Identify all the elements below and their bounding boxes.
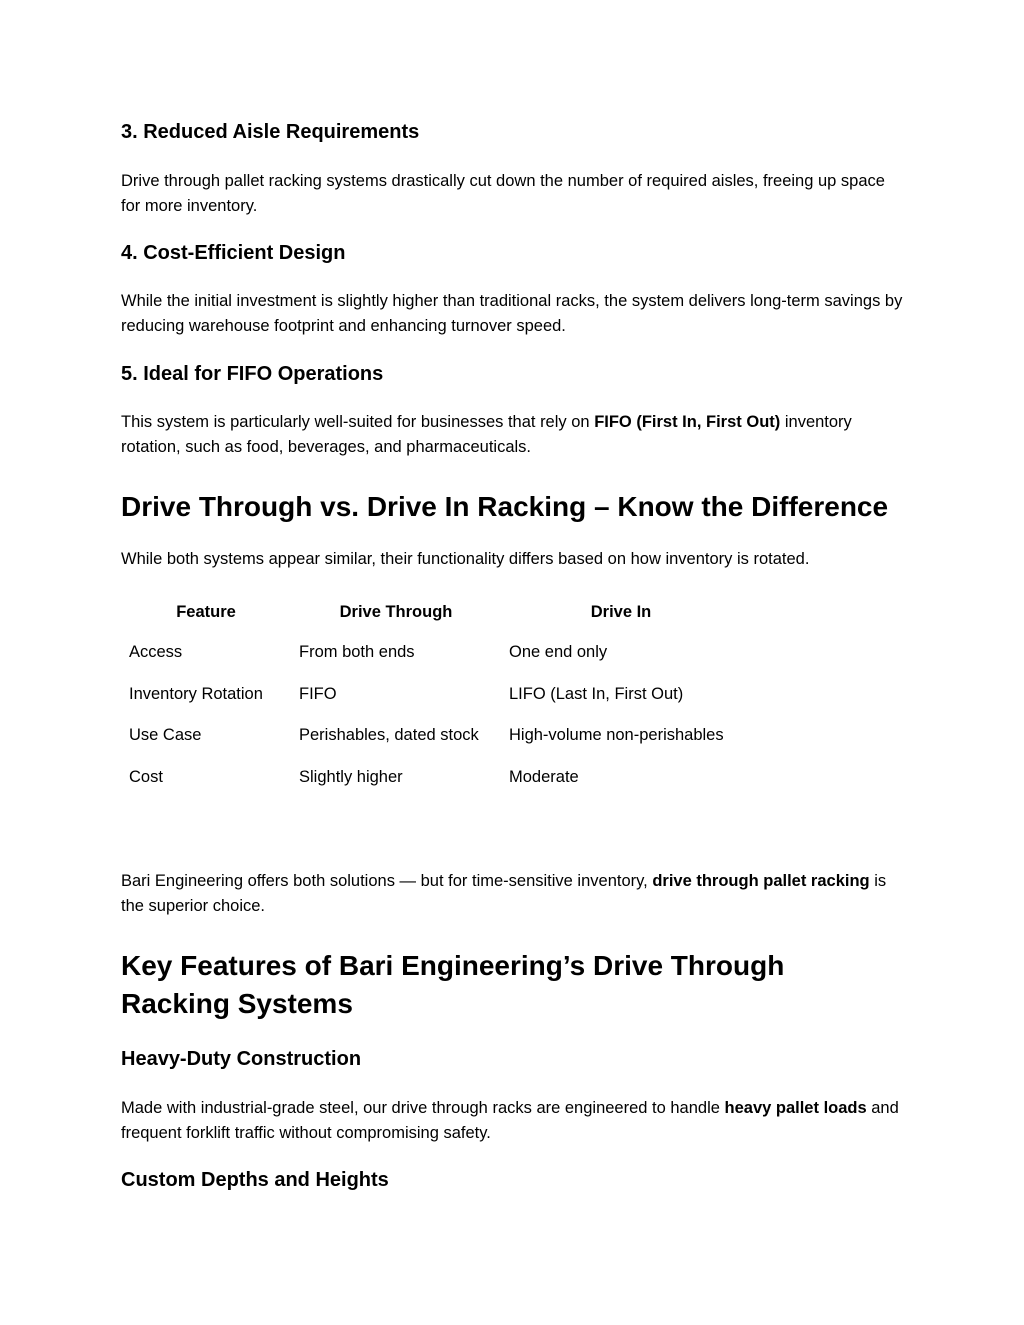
table-cell: Slightly higher — [299, 767, 403, 786]
heading-fifo: 5. Ideal for FIFO Operations — [121, 363, 384, 385]
heading-drive-through-vs-drive-in: Drive Through vs. Drive In Racking – Know the Difference — [121, 491, 889, 522]
paragraph-bari-text-c: is the superior choice. — [121, 872, 887, 915]
heading-cost-efficient: 4. Cost-Efficient Design — [121, 242, 346, 264]
table-cell: Perishables, dated stock — [299, 726, 479, 744]
table-row — [121, 757, 741, 799]
table-cell: Moderate — [509, 767, 579, 786]
table-header-drive-in: Drive In — [590, 602, 652, 621]
table-cell: Use Case — [129, 726, 202, 744]
table-cell: Access — [129, 643, 183, 661]
table-header-row — [121, 592, 741, 632]
table-header-feature: Feature — [176, 602, 236, 621]
paragraph-bari-solutions — [121, 869, 906, 918]
paragraph-bari-text-a: Bari Engineering offers both solutions — but for time-sensitive inventory, — [121, 872, 653, 890]
paragraph-fifo — [121, 410, 906, 459]
paragraph-reduced-aisle: Drive through pallet racking systems drastically cut down the number of required aisles, freeing up space for more inventory. — [121, 172, 885, 215]
heading-reduced-aisle: 3. Reduced Aisle Requirements — [121, 121, 420, 143]
table-row — [121, 632, 741, 674]
paragraph-cost-efficient: While the initial investment is slightly higher than traditional racks, the system delivers long-term savings by reducing warehouse footprint and enhancing turnover speed. — [121, 292, 903, 335]
table-cell: From both ends — [299, 643, 415, 661]
paragraph-heavy-text-c: and frequent forklift traffic without compromising safety. — [121, 1099, 899, 1142]
heading-custom-depths: Custom Depths and Heights — [121, 1169, 389, 1191]
heading-key-features: Key Features of Bari Engineering’s Drive Through Racking Systems — [121, 950, 785, 1019]
table-cell: Inventory Rotation — [129, 684, 263, 703]
table-header-drive-through: Drive Through — [339, 602, 453, 621]
table-cell: FIFO — [299, 684, 337, 703]
paragraph-fifo-bold: FIFO (First In, First Out) — [594, 413, 781, 431]
paragraph-bari-bold: drive through pallet racking — [652, 872, 870, 890]
table-cell: LIFO (Last In, First Out) — [509, 684, 684, 703]
paragraph-heavy-duty — [121, 1096, 906, 1145]
paragraph-heavy-bold: heavy pallet loads — [724, 1099, 867, 1117]
paragraph-vs: While both systems appear similar, their functionality differs based on how inventory is rotated. — [121, 550, 810, 568]
table-cell: Cost — [129, 767, 163, 786]
heading-heavy-duty: Heavy-Duty Construction — [121, 1048, 362, 1070]
table-row — [121, 715, 741, 757]
paragraph-fifo-text-a: This system is particularly well-suited for businesses that rely on — [121, 413, 595, 431]
table-row — [121, 674, 741, 716]
paragraph-heavy-text-a: Made with industrial-grade steel, our drive through racks are engineered to handle — [121, 1099, 725, 1117]
comparison-table — [121, 592, 741, 798]
paragraph-fifo-text-c: inventory rotation, such as food, beverages, and pharmaceuticals. — [121, 413, 852, 456]
table-cell: High-volume non-perishables — [509, 726, 724, 744]
table-cell: One end only — [509, 643, 608, 661]
